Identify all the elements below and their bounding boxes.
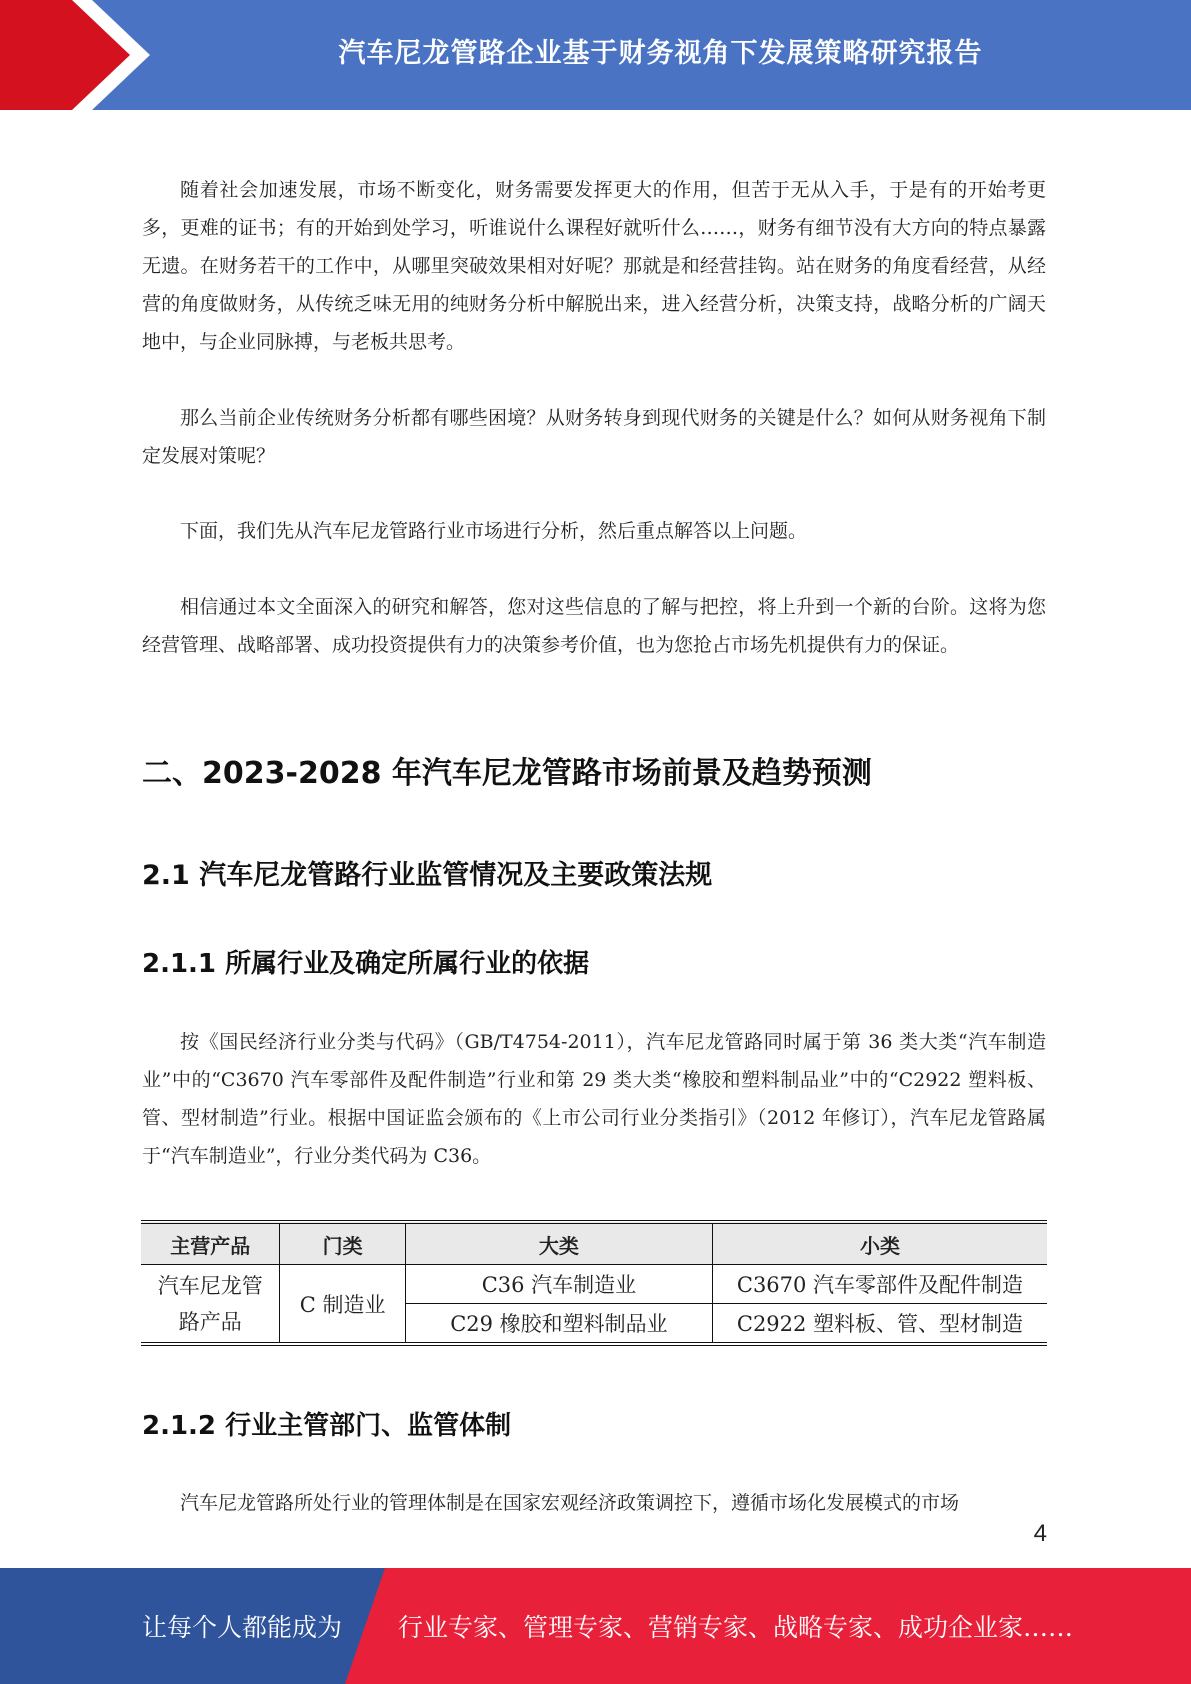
major-class-cell: C29 橡胶和塑料制品业 [405,1304,712,1345]
page-number: 4 [1033,1520,1047,1547]
section-heading: 2.1 汽车尼龙管路行业监管情况及主要政策法规 [142,860,713,891]
product-cell: 汽车尼龙管路产品 [157,1273,263,1334]
table-header: 门类 [280,1222,405,1265]
minor-class-cell: C3670 汽车零部件及配件制造 [712,1265,1047,1304]
page-header [0,0,1191,110]
chapter-heading: 二、2023-2028 年汽车尼龙管路市场前景及趋势预测 [142,756,872,791]
industry-classification-table [141,1220,1047,1346]
table-header-row [141,1222,1047,1265]
analysis-paragraph: 下面，我们先从汽车尼龙管路行业市场进行分析，然后重点解答以上问题。 [180,520,808,542]
conclusion-paragraph: 相信通过本文全面深入的研究和解答，您对这些信息的了解与把控，将上升到一个新的台阶。这将为您经营管理、战略部署、成功投资提供有力的决策参考价值，也为您抢占市场先机提供有力的保证。 [142,596,1046,656]
footer-slogan-right: 行业专家、管理专家、营销专家、战略专家、成功企业家…… [398,1613,1074,1642]
regulation-paragraph: 汽车尼龙管路所处行业的管理体制是在国家宏观经济政策调控下，遵循市场化发展模式的市场 [180,1492,960,1514]
minor-class-cell: C2922 塑料板、管、型材制造 [712,1304,1047,1345]
question-paragraph: 那么当前企业传统财务分析都有哪些困境？从财务转身到现代财务的关键是什么？如何从财务视角下制定发展对策呢？ [142,407,1046,467]
table-header: 主营产品 [141,1222,280,1265]
subsection-heading-1: 2.1.1 所属行业及确定所属行业的依据 [142,949,590,979]
intro-paragraph: 随着社会加速发展，市场不断变化，财务需要发挥更大的作用，但苦于无从入手，于是有的开始考更多，更难的证书；有的开始到处学习，听谁说什么课程好就听什么……，财务有细节没有大方向的特点暴露无遗。在财务若干的工作中，从哪里突破效果相对好呢？那就是和经营挂钩。站在财务的角度看经营，从经营的角度做财务，从传统乏味无用的纯财务分析中解脱出来，进入经营分析，决策支持，战略分析的广阔天地中，与企业同脉搏，与老板共思考。 [142,179,1046,353]
industry-basis-paragraph: 按《国民经济行业分类与代码》（GB/T4754-2011），汽车尼龙管路同时属于第 36 类大类“汽车制造业”中的“C3670 汽车零部件及配件制造”行业和第 29 类大类“橡胶和塑料制品业”中的“C2922 塑料板、管、型材制造”行业。根据中国证监会颁布的《上市公司行业分类指引》（2012 年修订），汽车尼龙管路属于“汽车制造业”，行业分类代码为 C36。 [142,1031,1046,1167]
report-title: 汽车尼龙管路企业基于财务视角下发展策略研究报告 [338,37,983,69]
subsection-heading-2: 2.1.2 行业主管部门、监管体制 [142,1411,512,1441]
category-cell: C 制造业 [280,1265,405,1345]
page-footer [0,1568,1191,1684]
major-class-cell: C36 汽车制造业 [405,1265,712,1304]
table-header: 大类 [405,1222,712,1265]
table-header: 小类 [712,1222,1047,1265]
footer-slogan-left: 让每个人都能成为 [142,1613,343,1642]
table-row [141,1265,1047,1304]
